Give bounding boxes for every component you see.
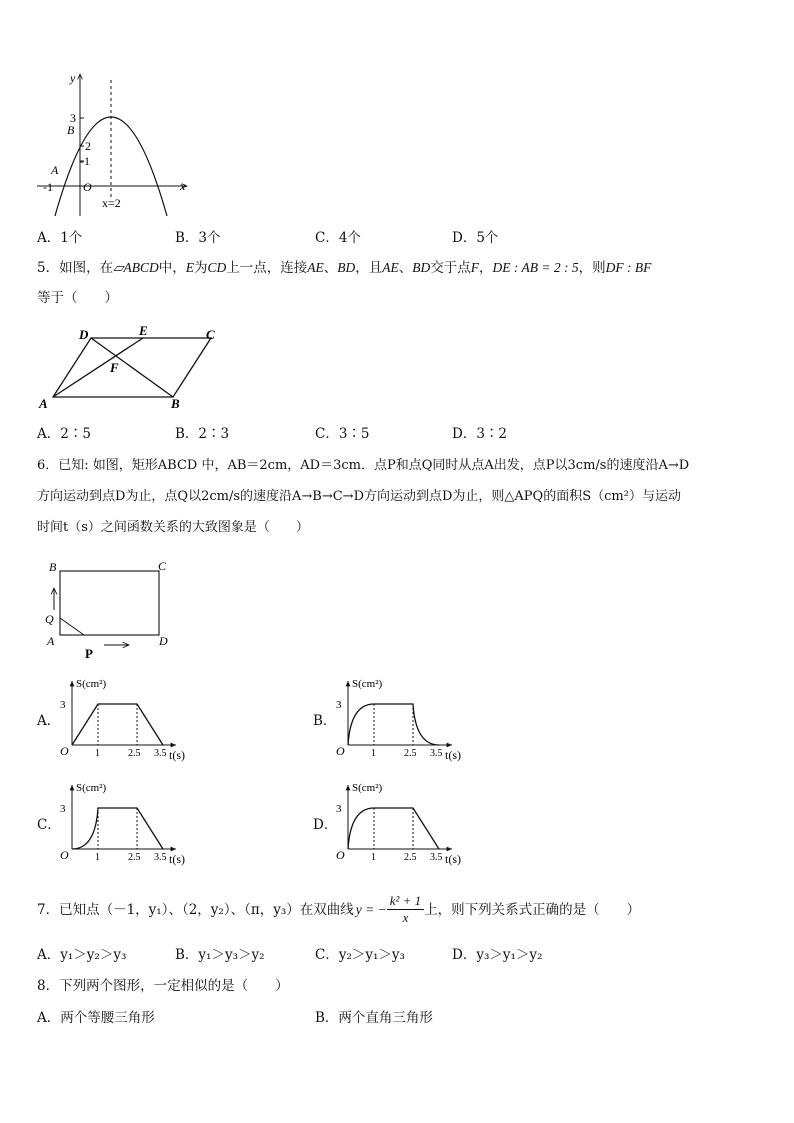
tick-25-label: 2.5	[404, 748, 417, 759]
q7-option-c[interactable]: C．y₂＞y₁＞y₃	[315, 947, 405, 963]
q6-stem-line1: 6．已知: 如图，矩形ABCD 中，AB＝2cm，AD＝3cm．点P和点Q同时从点A出发，点P以3cm/s的速度沿A→D	[37, 458, 690, 473]
tick-1-label: 1	[95, 748, 100, 759]
x-label: x	[180, 179, 186, 193]
q7-eq-lhs: y = −	[355, 901, 387, 917]
q6-option-d-letter[interactable]: D．	[313, 817, 338, 833]
q6-stem-line3: 时间t（s）之间函数关系的大致图象是（ ）	[37, 520, 309, 535]
q4-parabola-graph	[35, 70, 195, 218]
q5-option-d[interactable]: D．3∶2	[452, 426, 508, 442]
label-d: D	[159, 634, 168, 648]
q6-option-b-letter[interactable]: B．	[313, 713, 337, 729]
q5-option-b[interactable]: B．2∶3	[175, 426, 230, 442]
value-3-label: 3	[60, 699, 66, 711]
origin-label: O	[336, 848, 345, 862]
q8-option-a[interactable]: A．两个等腰三角形	[37, 1010, 155, 1026]
q7-option-b[interactable]: B．y₁＞y₃＞y₂	[175, 947, 265, 963]
value-3-label: 3	[336, 803, 342, 815]
t-axis-label: t(s)	[445, 748, 461, 762]
tick-2-label: 2	[85, 139, 91, 153]
tick-25-label: 2.5	[404, 852, 417, 863]
q6-graph-d[interactable]	[334, 777, 459, 867]
s-axis-label: S(cm²)	[76, 678, 107, 690]
q4-option-c[interactable]: C．4个	[315, 230, 361, 246]
tick-1-label: 1	[371, 748, 376, 759]
label-c: C	[158, 559, 167, 573]
s-axis-label: S(cm²)	[76, 782, 107, 794]
tick-1-label: -1	[80, 154, 90, 168]
label-a: A	[39, 396, 48, 411]
s-axis-label: S(cm²)	[352, 678, 383, 690]
tick-3-label: 3	[70, 111, 76, 125]
area-curve	[348, 808, 439, 849]
label-q: Q	[45, 612, 54, 626]
area-curve	[348, 704, 439, 745]
y-label: y	[70, 71, 76, 85]
area-curve	[72, 704, 163, 745]
segment-bd	[91, 338, 173, 397]
label-b: B	[171, 396, 180, 411]
label-e: E	[139, 323, 148, 338]
point-a-label: A	[51, 163, 59, 177]
s-axis-label: S(cm²)	[352, 782, 383, 794]
t-axis-label: t(s)	[169, 852, 185, 866]
q7-stem: 7．已知点（－1，y₁）、（2，y₂）、（π，y₃）在双曲线 y = − $\frac{\text{k² + 1}}{x}$ 上，则下列关系式正确的是（ ）	[37, 893, 641, 925]
tick-35-label: 3.5	[154, 852, 167, 863]
q6-option-c-letter[interactable]: C．	[37, 817, 61, 833]
tick-1-label: 1	[95, 852, 100, 863]
origin-label: O	[83, 180, 92, 194]
point-b-label: B	[67, 123, 75, 137]
label-a: A	[47, 634, 55, 648]
origin-label: O	[60, 744, 69, 758]
q6-graph-a[interactable]	[58, 673, 183, 763]
tick-35-label: 3.5	[154, 748, 167, 759]
q7-fraction: $\frac{\text{k² + 1}}{x}$	[387, 893, 424, 926]
q8-option-b[interactable]: B．两个直角三角形	[315, 1010, 433, 1026]
tick-35-label: 3.5	[430, 748, 443, 759]
origin-label: O	[336, 744, 345, 758]
q5-stem-line1: 5．如图，在▱ABCD中，E为CD上一点，连接AE、BD，且AE、BD交于点F，DE : AB = 2 : 5，则DF : BF	[37, 260, 652, 276]
t-axis-label: t(s)	[445, 852, 461, 866]
t-axis-label: t(s)	[169, 748, 185, 762]
area-curve	[72, 808, 163, 849]
label-f: F	[110, 360, 119, 375]
q4-option-a[interactable]: A．1个	[37, 230, 83, 246]
q7-option-a[interactable]: A．y₁＞y₂＞y₃	[37, 947, 127, 963]
q6-rectangle-figure	[40, 556, 190, 660]
tick-25-label: 2.5	[128, 852, 141, 863]
label-c: C	[206, 327, 215, 342]
q5-stem-line2: 等于（ ）	[37, 290, 118, 306]
q6-graph-c[interactable]	[58, 777, 183, 867]
q4-option-b[interactable]: B．3个	[175, 230, 221, 246]
tick-25-label: 2.5	[128, 748, 141, 759]
segment-qp	[60, 618, 84, 635]
label-p: P	[85, 646, 93, 661]
rectangle-abcd	[60, 571, 159, 635]
q6-graph-b[interactable]	[334, 673, 459, 763]
segment-ae	[53, 338, 143, 397]
tick-1-label: 1	[371, 852, 376, 863]
value-3-label: 3	[336, 699, 342, 711]
origin-label: O	[60, 848, 69, 862]
q6-stem-line2: 方向运动到点D为止，点Q以2cm/s的速度沿A→B→C→D方向运动到点D为止，则△APQ的面积S（cm²）与运动	[37, 489, 681, 504]
q5-option-c[interactable]: C．3∶5	[315, 426, 370, 442]
label-b: B	[49, 560, 57, 574]
tick-neg1-label: -1	[43, 180, 53, 194]
q5-option-a[interactable]: A．2∶5	[37, 426, 91, 442]
q6-option-a-letter[interactable]: A．	[37, 713, 61, 729]
axis-x2-label: x=2	[102, 196, 121, 210]
q4-option-d[interactable]: D．5个	[452, 230, 499, 246]
label-d: D	[79, 327, 89, 342]
q5-parallelogram-figure	[35, 322, 225, 412]
value-3-label: 3	[60, 803, 66, 815]
q7-option-d[interactable]: D．y₃＞y₁＞y₂	[452, 947, 543, 963]
tick-35-label: 3.5	[430, 852, 443, 863]
q8-stem: 8．下列两个图形，一定相似的是（ ）	[37, 978, 289, 994]
